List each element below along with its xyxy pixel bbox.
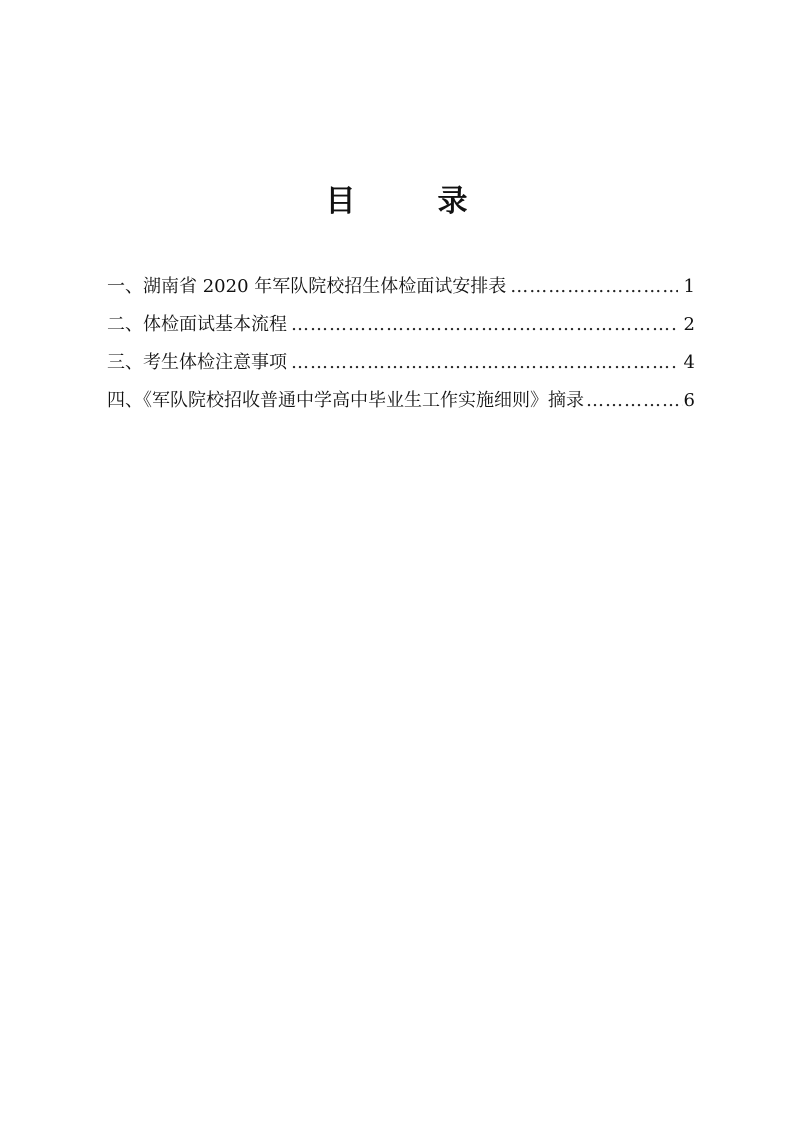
- toc-entry-2[interactable]: [107, 306, 695, 344]
- table-of-contents: [107, 268, 695, 420]
- page-title: 目 录: [325, 184, 494, 219]
- toc-entry-label: 四、《军队院校招收普通中学高中毕业生工作实施细则》摘录: [107, 390, 584, 411]
- toc-page-number: 6: [683, 390, 695, 411]
- toc-entry-label: 三、考生体检注意事项: [107, 352, 287, 373]
- toc-page-number: 4: [683, 352, 695, 373]
- toc-entry-label: 一、湖南省 2020 年军队院校招生体检面试安排表: [107, 276, 507, 297]
- toc-dot-leader: [510, 268, 677, 306]
- toc-dot-leader: [291, 306, 678, 344]
- toc-entry-1[interactable]: [107, 268, 695, 306]
- toc-entry-label: 二、体检面试基本流程: [107, 314, 287, 335]
- toc-page-number: 1: [683, 276, 695, 297]
- toc-dot-leader: [586, 382, 683, 420]
- toc-page-number: 2: [683, 314, 695, 335]
- toc-dot-leader: [291, 344, 678, 382]
- toc-entry-4[interactable]: [107, 382, 695, 420]
- toc-entry-3[interactable]: [107, 344, 695, 382]
